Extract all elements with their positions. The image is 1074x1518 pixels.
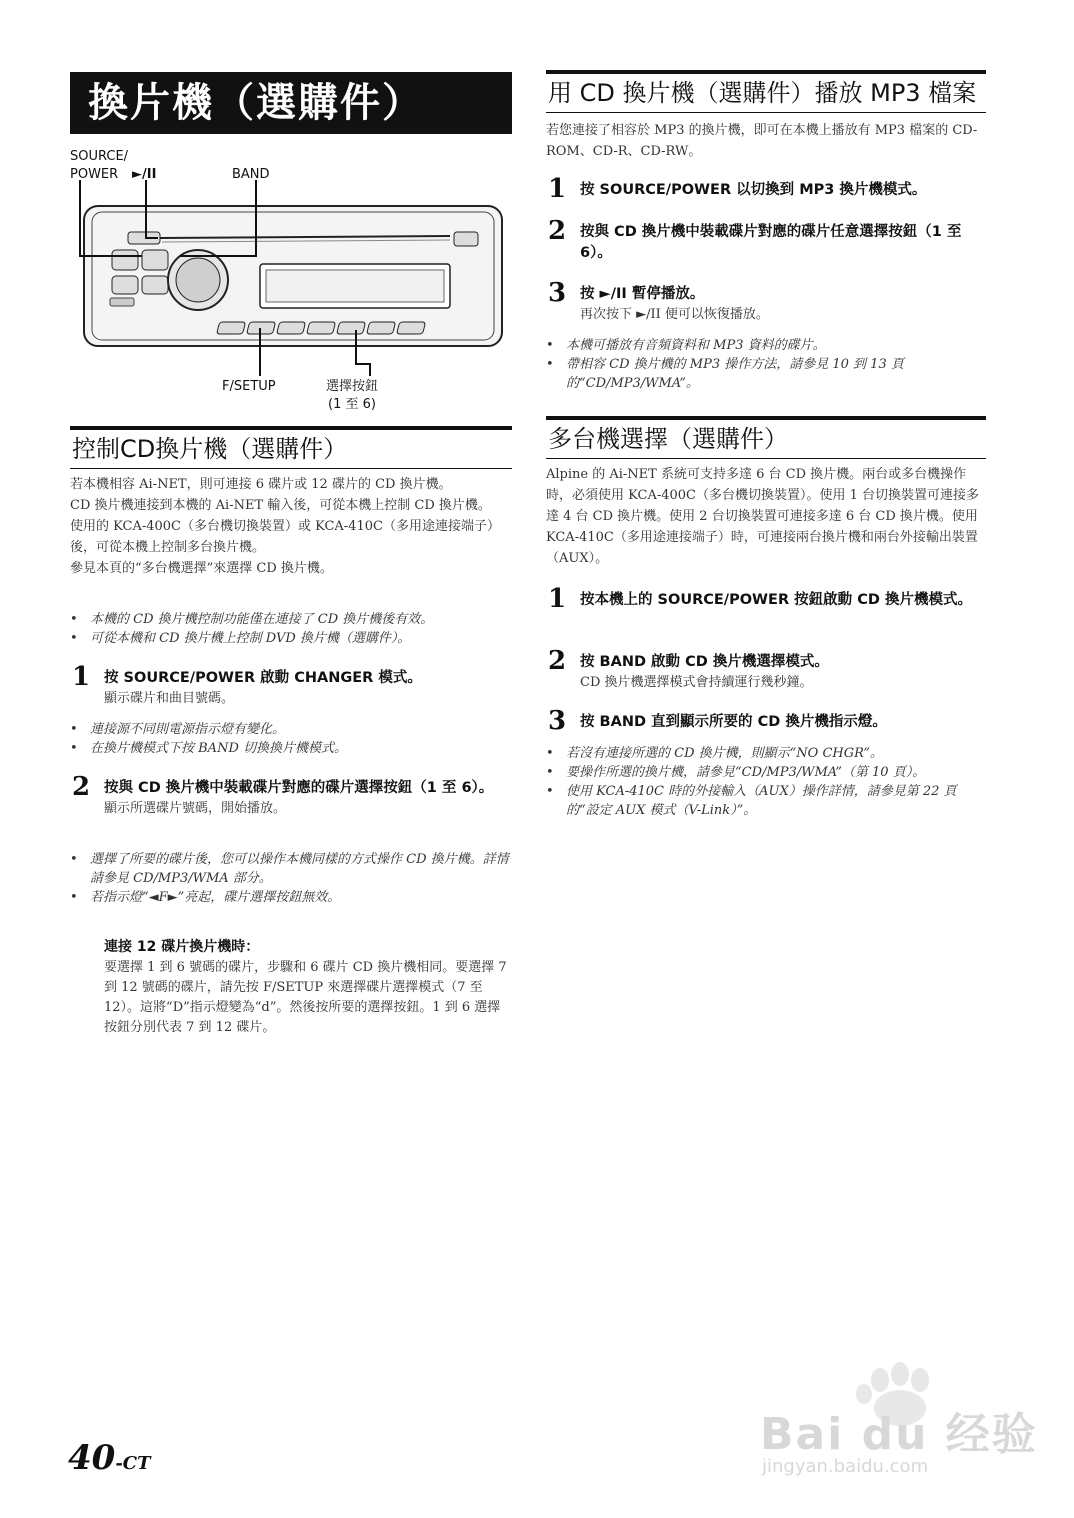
step-number: 3 bbox=[548, 706, 567, 736]
step-number: 1 bbox=[72, 662, 91, 692]
multi-changer-intro: Alpine 的 Ai-NET 系統可支持多達 6 台 CD 換片機。兩台或多台機操作時，必須使用 KCA-400C（多台機切換裝置）。使用 1 台切換裝置可連接多達 4 台 CD 換片機。使用 2 台切換裝置可連接多達 6 台 CD 換片機。使用 KCA-410C（多用途連接端子）時，可連接兩台換片機和兩台外接輸出裝置（AUX）。 bbox=[546, 467, 980, 566]
step-number: 1 bbox=[548, 174, 567, 204]
step-number: 3 bbox=[548, 278, 567, 308]
mp3-step-3 bbox=[548, 278, 986, 325]
mp3-step-1 bbox=[548, 174, 986, 204]
notes-list bbox=[70, 850, 510, 907]
intro-line: 使用的 KCA-400C（多台機切換裝置）或 KCA-410C（多用途連接端子）後，可從本機上控制多台換片機。 bbox=[70, 519, 500, 555]
mp3-intro: 若您連接了相容於 MP3 的換片機，即可在本機上播放有 MP3 檔案的 CD-ROM、CD-R、CD-RW。 bbox=[546, 123, 978, 159]
step-1 bbox=[72, 662, 512, 709]
intro-line: 參見本頁的“多台機選擇”來選擇 CD 換片機。 bbox=[70, 561, 333, 576]
step-instruction: 按與 CD 換片機中裝載碟片對應的碟片選擇按鈕（1 至 6）。 bbox=[104, 780, 494, 796]
note-item: • 要操作所選的換片機，請參見“CD/MP3/WMA”（第 10 頁）。 bbox=[546, 763, 986, 782]
note-item: • 本機可播放有音頻資料和 MP3 資料的碟片。 bbox=[546, 336, 984, 355]
multi-step-3 bbox=[548, 706, 986, 736]
step-instruction: 按 ►/II 暫停播放。 bbox=[580, 286, 705, 302]
intro-line: CD 換片機連接到本機的 Ai-NET 輸入後，可從本機上控制 CD 換片機。 bbox=[70, 498, 491, 513]
step-instruction: 按 SOURCE/POWER 以切換到 MP3 換片機模式。 bbox=[580, 182, 927, 198]
notes-list bbox=[546, 336, 984, 393]
section-heading-mp3: 用 CD 換片機（選購件）播放 MP3 檔案 bbox=[546, 70, 986, 113]
section-heading-cd-changer: 控制CD換片機（選購件） bbox=[70, 426, 512, 469]
step-instruction: 按 BAND 啟動 CD 換片機選擇模式。 bbox=[580, 654, 829, 670]
step-detail: 顯示碟片和曲目號碼。 bbox=[104, 691, 235, 706]
watermark-brand: Bai du 经验 bbox=[760, 1409, 1038, 1460]
page-number bbox=[68, 1438, 151, 1478]
page-number-suffix: -CT bbox=[115, 1453, 151, 1474]
baidu-watermark bbox=[760, 1360, 1038, 1480]
step-detail: CD 換片機選擇模式會持續運行幾秒鐘。 bbox=[580, 675, 813, 690]
source-power-label: SOURCE/ POWER bbox=[70, 149, 129, 182]
notes-list bbox=[70, 610, 510, 648]
page-title: 換片機（選購件） bbox=[70, 72, 512, 134]
fsetup-label: F/SETUP bbox=[222, 379, 276, 394]
step-number: 2 bbox=[548, 646, 567, 676]
note-item: • 選擇了所要的碟片後，您可以操作本機同樣的方式操作 CD 換片機。詳情請參見 CD/MP3/WMA 部分。 bbox=[70, 850, 510, 888]
page-number-value: 40 bbox=[68, 1438, 116, 1478]
notes-list bbox=[546, 744, 986, 820]
multi-step-1 bbox=[548, 584, 986, 614]
twelve-disc-body: 要選擇 1 到 6 號碼的碟片，步驟和 6 碟片 CD 換片機相同。要選擇 7 到 12 號碼的碟片，請先按 F/SETUP 來選擇碟片選擇模式（7 至 12）。這將“D”指示燈變為“d”。然後按所要的選擇按鈕。1 到 6 選擇按鈕分別代表 7 到 12 碟片。 bbox=[104, 960, 507, 1035]
step-instruction: 按 SOURCE/POWER 啟動 CHANGER 模式。 bbox=[104, 670, 422, 686]
section-heading-multi-changer: 多台機選擇（選購件） bbox=[546, 416, 986, 459]
intro-line: 若本機相容 Ai-NET，則可連接 6 碟片或 12 碟片的 CD 換片機。 bbox=[70, 477, 452, 492]
mp3-step-2 bbox=[548, 216, 986, 264]
note-item: • 在換片機模式下按 BAND 切換換片機模式。 bbox=[70, 739, 510, 758]
step-instruction: 按 BAND 直到顯示所要的 CD 換片機指示燈。 bbox=[580, 714, 887, 730]
multi-step-2 bbox=[548, 646, 986, 693]
preset-label: 選擇按鈕 bbox=[326, 379, 379, 394]
note-item: • 本機的 CD 換片機控制功能僅在連接了 CD 換片機後有效。 bbox=[70, 610, 510, 629]
step-instruction: 按與 CD 換片機中裝載碟片對應的碟片任意選擇按鈕（1 至 6）。 bbox=[580, 224, 962, 261]
step-detail: 顯示所選碟片號碼，開始播放。 bbox=[104, 801, 287, 816]
note-item: • 帶相容 CD 換片機的 MP3 操作方法，請參見 10 到 13 頁的“CD/MP3/WMA”。 bbox=[546, 355, 984, 393]
notes-list bbox=[70, 720, 510, 758]
step-2 bbox=[72, 772, 508, 819]
band-label: BAND bbox=[232, 167, 270, 182]
step-number: 1 bbox=[548, 584, 567, 614]
step-instruction: 按本機上的 SOURCE/POWER 按鈕啟動 CD 換片機模式。 bbox=[580, 592, 972, 608]
twelve-disc-heading: 連接 12 碟片換片機時： bbox=[104, 939, 260, 955]
note-item: • 使用 KCA-410C 時的外接輸入（AUX）操作詳情，請參見第 22 頁的“設定 AUX 模式（V-Link）”。 bbox=[546, 782, 986, 820]
note-item: • 可從本機和 CD 換片機上控制 DVD 換片機（選購件）。 bbox=[70, 629, 510, 648]
note-item: • 若沒有連接所選的 CD 換片機，則顯示“NO CHGR”。 bbox=[546, 744, 986, 763]
step-number: 2 bbox=[72, 772, 91, 802]
step-detail: 再次按下 ►/II 便可以恢復播放。 bbox=[580, 307, 769, 322]
preset-range-label: (1 至 6) bbox=[328, 397, 376, 412]
note-item: • 連接源不同則電源指示燈有變化。 bbox=[70, 720, 510, 739]
watermark-url: jingyan.baidu.com bbox=[762, 1456, 929, 1477]
play-pause-label: ►/II bbox=[132, 167, 157, 182]
head-unit-illustration bbox=[70, 180, 510, 385]
note-item: • 若指示燈“◄F►”亮起，碟片選擇按鈕無效。 bbox=[70, 888, 510, 907]
step-number: 2 bbox=[548, 216, 567, 246]
cd-changer-intro bbox=[70, 474, 510, 579]
